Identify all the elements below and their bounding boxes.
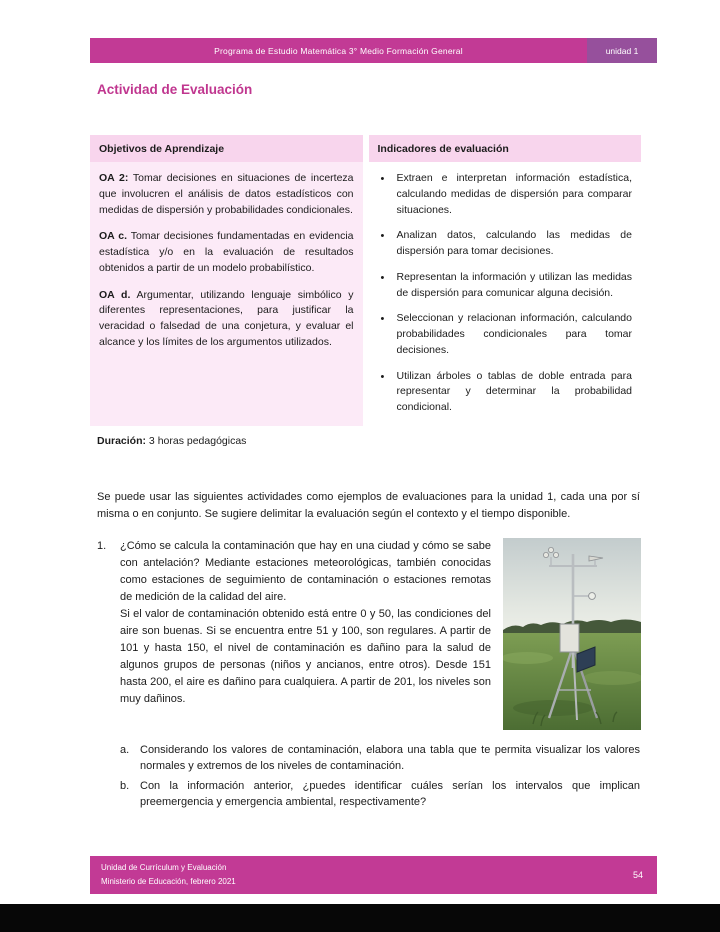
objective-oad-label: OA d.: [99, 288, 131, 301]
list-item: [378, 311, 633, 358]
indicators-column: [369, 135, 642, 426]
footer-bar: [90, 856, 657, 894]
list-item: [120, 778, 640, 811]
indicators-column-body: [369, 162, 642, 426]
subitem-label-b: b.: [120, 779, 130, 792]
objective-oa2-label: OA 2:: [99, 172, 129, 184]
subitem-text-a: Considerando los valores de contaminación, elabora una tabla que te permita visualizar los valores normales y extremos de los niveles de contaminación.: [140, 743, 640, 773]
objectives-column: [90, 135, 363, 426]
item-number: 1.: [97, 539, 107, 552]
objective-oad: [99, 288, 354, 351]
list-item: [378, 228, 633, 260]
bullet-icon: [378, 228, 397, 260]
activity-paragraph-1: ¿Cómo se calcula la contaminación que hay en una ciudad y cómo se sabe con antelación? Mediante estaciones meteorológicas, también conocidas como estaciones de seguimiento de contaminación o estaciones remotas de medición de la calidad del aire.: [120, 539, 491, 603]
indicator-text: Analizan datos, calculando las medidas de dispersión para tomar decisiones.: [396, 229, 632, 257]
unit-badge: unidad 1: [587, 38, 657, 63]
objectives-indicators-table: [90, 135, 641, 426]
objective-oac-label: OA c.: [99, 230, 128, 243]
footer-line-1: Unidad de Currículum y Evaluación: [101, 863, 227, 873]
duration-label: Duración:: [97, 434, 147, 447]
activity-subitems: [120, 742, 640, 811]
header-bar: [90, 38, 657, 63]
footer-line-2: Ministerio de Educación, febrero 2021: [101, 877, 236, 886]
activity-paragraph-2: Si el valor de contaminación obtenido está entre 0 y 50, las condiciones del aire son buenas. Si se encuentra entre 51 y 100, son regulares. A partir de 101 y hasta 150, el nivel de contaminación es dañino para la salud de algunos grupos de personas (niños y ancianos, entre otros). Desde 151 hasta 200, el aire es dañino para cualquiera. A partir de 201, los niveles son muy dañinos.: [120, 608, 491, 706]
bullet-icon: [378, 270, 397, 302]
footer-text: [101, 861, 236, 888]
page-content: [90, 135, 641, 814]
page-title: Actividad de Evaluación: [97, 82, 253, 97]
bullet-icon: [378, 171, 397, 218]
indicator-list: [378, 171, 633, 416]
objective-oa2-text: Tomar decisiones en situaciones de incerteza que involucren el análisis de datos estadísticos con medidas de dispersión y probabilidades condicionales.: [99, 172, 354, 216]
subitem-text-b: Con la información anterior, ¿puedes identificar cuáles serían los intervalos que implican preemergencia y emergencia ambiental, respectivamente?: [140, 779, 640, 809]
bullet-icon: [378, 369, 397, 416]
activity-item-1: [97, 538, 641, 730]
list-item: [378, 270, 633, 302]
weather-station-photo: [503, 538, 641, 730]
page-number: 54: [632, 870, 643, 880]
duration-text: 3 horas pedagógicas: [146, 434, 247, 447]
objective-oad-text: Argumentar, utilizando lenguaje simbólico y diferentes representaciones, para justificar la veracidad o falsedad de una conjetura, y evaluar el alcance y los límites de los argumentos utilizados.: [99, 288, 354, 348]
list-item: [120, 742, 640, 775]
objective-oac-text: Tomar decisiones fundamentadas en evidencia estadística y/o en la evaluación de resultados obtenidos a partir de un modelo probabilístico.: [99, 230, 354, 274]
list-item: [378, 369, 633, 416]
indicator-text: Utilizan árboles o tablas de doble entrada para representar y determinar la probabilidad condicional.: [396, 369, 632, 413]
intro-paragraph: Se puede usar las siguientes actividades como ejemplos de evaluaciones para la unidad 1, cada una por sí misma o en conjunto. Se sugiere delimitar la evaluación según el contexto y el tiempo disponible.: [97, 490, 640, 520]
objective-oa2: [99, 171, 354, 218]
activity-item-text: [120, 538, 491, 730]
indicators-column-header: Indicadores de evaluación: [369, 135, 642, 162]
objective-oac: [99, 229, 354, 276]
objectives-column-header: Objetivos de Aprendizaje: [90, 135, 363, 162]
indicator-text: Extraen e interpretan información estadística, calculando medidas de dispersión para comparar situaciones.: [396, 172, 632, 216]
indicator-text: Representan la información y utilizan las medidas de dispersión para comunicar alguna decisión.: [396, 270, 632, 299]
subitem-label-a: a.: [120, 743, 130, 756]
list-item: [378, 171, 633, 218]
objectives-column-body: [90, 162, 363, 426]
duration-line: [90, 435, 641, 447]
weather-station-illustration: [503, 538, 641, 730]
bullet-icon: [378, 311, 397, 358]
page-bottom-edge: [0, 904, 720, 932]
indicator-text: Seleccionan y relacionan información, calculando probabilidades condicionales para tomar decisiones.: [396, 312, 632, 356]
header-bar-title: Programa de Estudio Matemática 3° Medio Formación General: [214, 45, 463, 56]
